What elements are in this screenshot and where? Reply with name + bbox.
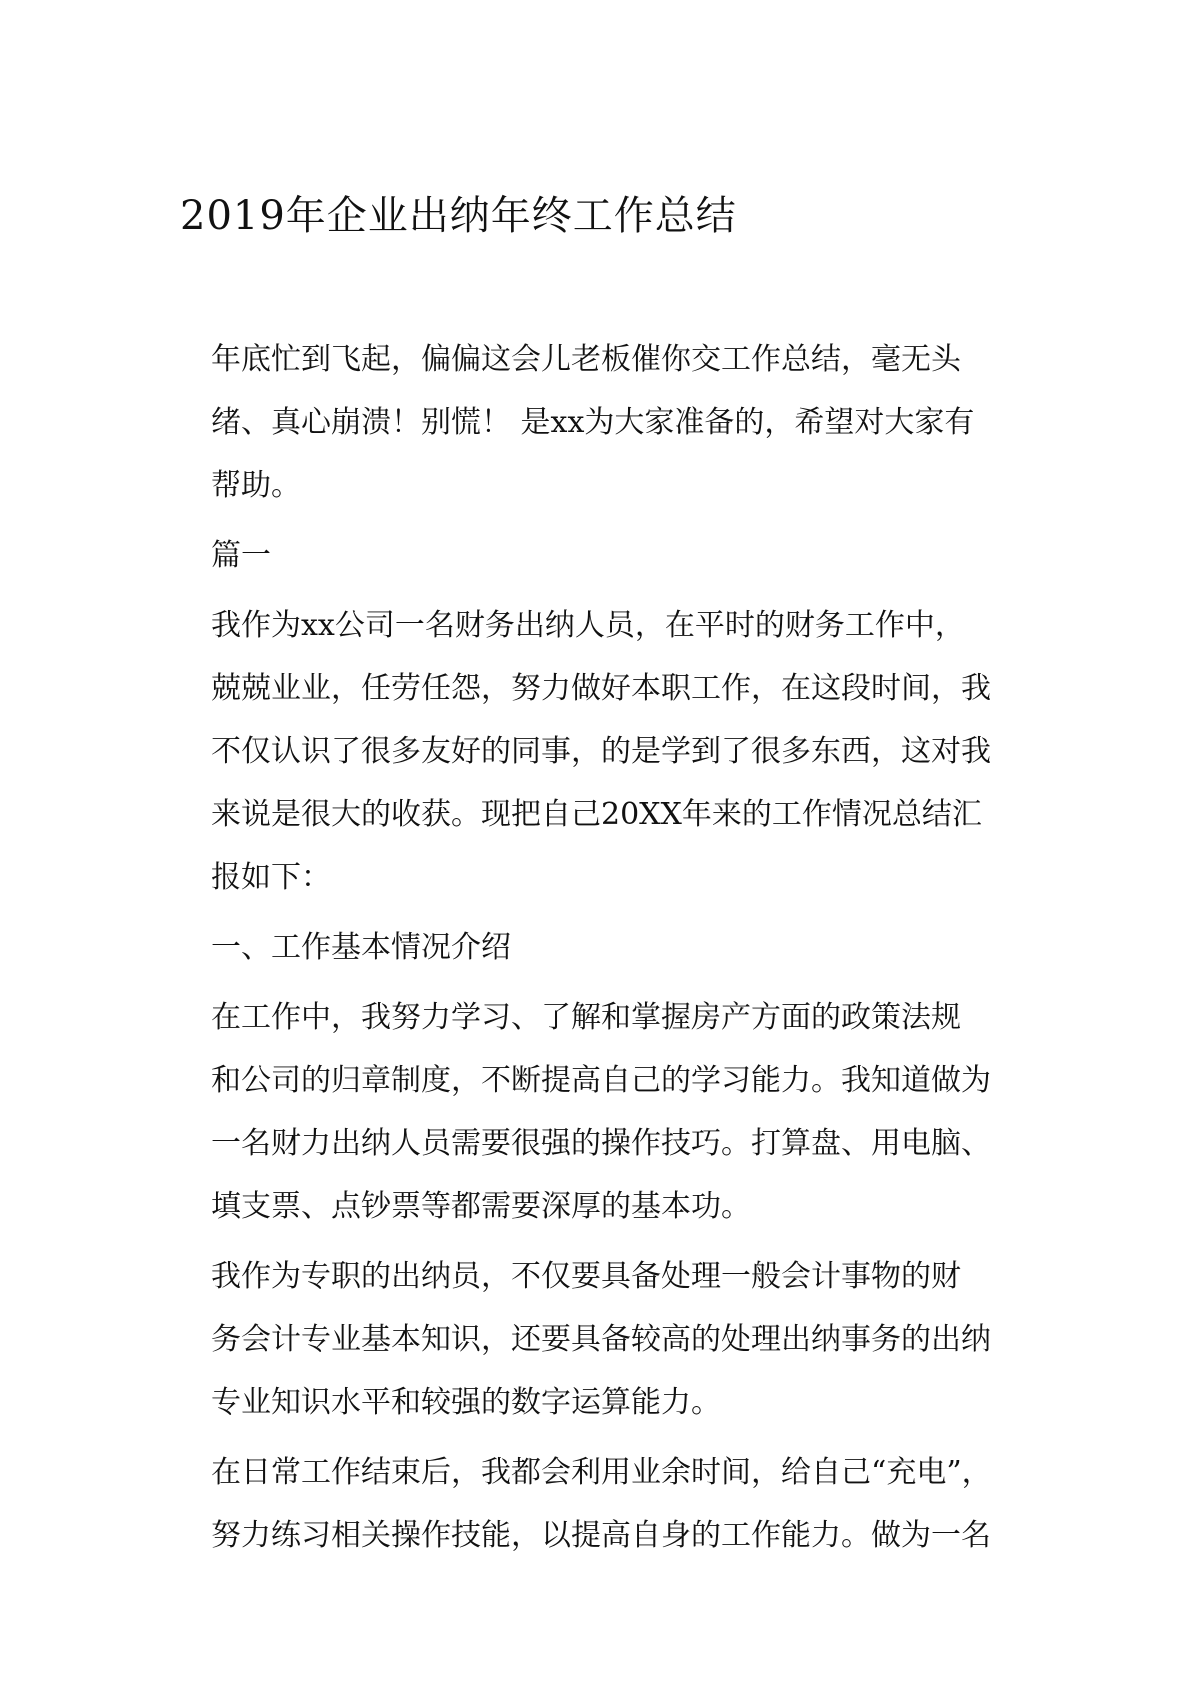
paragraph-line: 绪、真心崩溃！别慌！ 是xx为大家准备的，希望对大家有 <box>211 405 975 440</box>
paragraph-learning <box>180 986 1020 1238</box>
paragraph-line: 兢兢业业，任劳任怨，努力做好本职工作，在这段时间，我 <box>211 671 991 706</box>
paragraph-line: 我作为xx公司一名财务出纳人员，在平时的财务工作中， <box>211 608 965 643</box>
paragraph-intro <box>180 328 1020 517</box>
paragraph-line: 不仅认识了很多友好的同事，的是学到了很多东西，这对我 <box>211 734 991 769</box>
paragraph-line: 一名财力出纳人员需要很强的操作技巧。打算盘、用电脑、 <box>211 1126 991 1161</box>
paragraph-line: 务会计专业基本知识，还要具备较高的处理出纳事务的出纳 <box>211 1322 991 1357</box>
paragraph-line: 一、工作基本情况介绍 <box>211 930 511 965</box>
paragraph-line: 我作为专职的出纳员，不仅要具备处理一般会计事物的财 <box>211 1259 961 1294</box>
paragraph-line: 和公司的归章制度，不断提高自己的学习能力。我知道做为 <box>211 1063 991 1098</box>
paragraph-line: 在日常工作结束后，我都会利用业余时间，给自己“充电”， <box>211 1455 992 1490</box>
paragraph-line: 年底忙到飞起，偏偏这会儿老板催你交工作总结，毫无头 <box>211 342 961 377</box>
paragraph-line: 填支票、点钞票等都需要深厚的基本功。 <box>211 1189 751 1224</box>
paragraph-line: 帮助。 <box>211 468 301 503</box>
section-heading-basic-situation <box>180 916 1020 979</box>
paragraph-line: 专业知识水平和较强的数字运算能力。 <box>211 1385 721 1420</box>
paragraph-line: 在工作中，我努力学习、了解和掌握房产方面的政策法规 <box>211 1000 961 1035</box>
section-label-part-one <box>180 524 1020 587</box>
paragraph-self-improvement <box>180 1441 1020 1567</box>
paragraph-line: 来说是很大的收获。现把自己20XX年来的工作情况总结汇 <box>211 797 982 832</box>
document-title: 2019年企业出纳年终工作总结 <box>180 193 737 239</box>
paragraph-self-introduction <box>180 594 1020 909</box>
document-body <box>180 328 1020 1574</box>
paragraph-line: 努力练习相关操作技能，以提高自身的工作能力。做为一名 <box>211 1518 991 1553</box>
paragraph-line: 报如下： <box>211 860 331 895</box>
paragraph-professional-knowledge <box>180 1245 1020 1434</box>
paragraph-line: 篇一 <box>211 538 271 573</box>
